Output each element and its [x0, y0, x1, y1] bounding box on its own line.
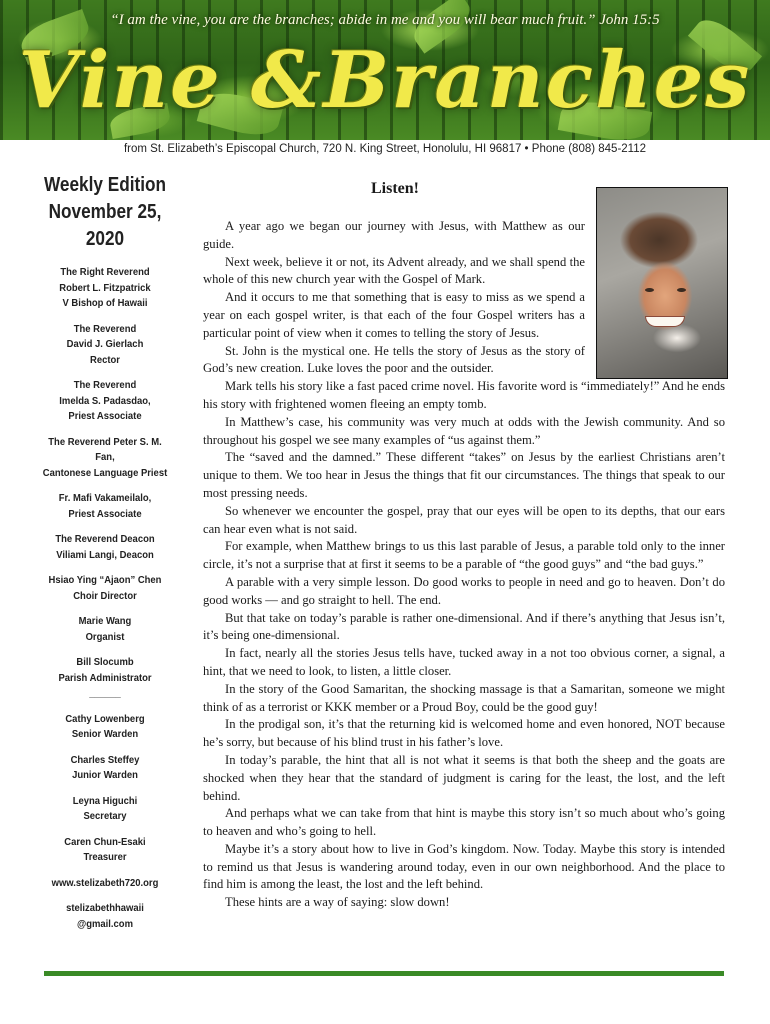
staff-line: David J. Gierlach	[66, 338, 144, 350]
staff-line: The Reverend	[73, 379, 137, 391]
staff-line: Cantonese Language Priest	[42, 466, 168, 479]
staff-entry	[38, 876, 173, 892]
staff-entry	[38, 322, 173, 369]
article-paragraph: Mark tells his story like a fast paced crime novel. His favorite word is “immediately!” And he ends his story with frightened women fleeing an empty tomb.	[203, 379, 725, 411]
staff-entry	[38, 265, 173, 312]
staff-line: Choir Director	[73, 589, 137, 602]
staff-directory	[38, 265, 173, 932]
article-paragraph: St. John is the mystical one. He tells the story of Jesus as the story of God’s new creation. Luke loves the poor and the outsider.	[203, 343, 585, 376]
staff-line: Secretary	[83, 810, 127, 822]
staff-line: Priest Associate	[68, 507, 142, 520]
staff-line: Senior Warden	[71, 728, 139, 740]
article-paragraph: These hints are a way of saying: slow down!	[225, 895, 450, 910]
staff-line: Imelda S. Padasdao,	[59, 394, 151, 407]
staff-line: Organist	[85, 630, 125, 643]
staff-line: Viliami Langi, Deacon	[56, 548, 154, 561]
staff-line: Treasurer	[83, 851, 127, 863]
staff-line: Junior Warden	[72, 769, 138, 781]
staff-line: The Right Reverend	[60, 266, 150, 278]
staff-line: The Reverend Peter S. M. Fan,	[48, 435, 162, 463]
article-paragraph: And perhaps what we can take from that hint is maybe this story isn’t so much about who’s going to heaven and who’s going to hell.	[203, 806, 725, 839]
staff-line: Parish Administrator	[58, 671, 152, 684]
staff-line: www.stelizabeth720.org	[51, 876, 159, 889]
staff-line: V Bishop of Hawaii	[62, 297, 148, 309]
staff-entry	[38, 378, 173, 425]
article-paragraph: In the story of the Good Samaritan, the shocking massage is that a Samaritan, someone we might think of as a terrorist or KKK member or a Proud Boy, could be the good guy!	[203, 681, 725, 714]
article-body	[203, 218, 725, 912]
staff-entry	[38, 614, 173, 645]
footer-rule	[44, 971, 724, 976]
article-paragraph: A year ago we began our journey with Jesus, with Matthew as our guide.	[203, 219, 585, 251]
staff-entry	[38, 712, 173, 743]
article-paragraph: And it occurs to me that something that is easy to miss as we spend a year on each gospel writer, is that each of the four Gospel writers has a particular point of view when it comes to telling the story of Jesus.	[203, 290, 585, 340]
staff-entry	[38, 835, 173, 866]
edition-label: Weekly Edition	[43, 174, 167, 196]
staff-line: The Reverend Deacon	[55, 533, 155, 545]
article-paragraph: In the prodigal son, it’s that the returning kid is welcomed home and even honored, NOT because he’s sorry, but because of his blind trust in his father’s love.	[203, 717, 725, 750]
article-paragraph: In fact, nearly all the stories Jesus tells have, tucked away in a not too obvious corner, a signal, a hint, that we need to look, to listen, a little closer.	[203, 646, 725, 678]
article-paragraph: Next week, believe it or not, its Advent already, and we shall spend the whole of this new church year with the Gospel of Mark.	[203, 254, 585, 287]
article-paragraph: In Matthew’s case, his community was very much at odds with the Jewish community. And so throughout his gospel we see many examples of “us against them.”	[203, 414, 725, 447]
staff-entry	[38, 655, 173, 702]
staff-entry	[38, 573, 173, 604]
staff-line: Rector	[90, 353, 120, 366]
staff-line: ______	[89, 687, 121, 699]
scripture-quote: “I am the vine, you are the branches; abide in me and you will bear much fruit.” John 15:5	[110, 12, 660, 28]
article-paragraph: So whenever we encounter the gospel, pray that our eyes will be open to its depths, that our ears can hear even what is not said.	[203, 503, 725, 536]
staff-entry	[38, 901, 173, 932]
article-paragraph: The “saved and the damned.” These different “takes” on Jesus by the earliest Christians aren’t unique to them. We too hear in Jesus the things that fit our circumstances. The things that speak to our most pressing needs.	[203, 450, 725, 500]
article-title: Listen!	[371, 180, 419, 197]
newsletter-title: Vine &Branches	[18, 35, 752, 126]
sidebar	[30, 172, 180, 942]
staff-line: Robert L. Fitzpatrick	[59, 281, 151, 294]
staff-line: Marie Wang	[78, 615, 132, 627]
staff-line: Charles Steffey	[70, 753, 140, 766]
article-paragraph: In today’s parable, the hint that all is not what it seems is that both the sheep and the goats are shocked when they hear that the standard of judgment is caring for the least, the lost, and the left behind.	[203, 752, 725, 803]
staff-line: Cathy Lowenberg	[65, 712, 145, 725]
article-paragraph: A parable with a very simple lesson. Do good works to people in need and go to heaven. Don’t do good works — and go straight to hell. The end.	[203, 574, 725, 607]
staff-entry	[38, 753, 173, 784]
staff-line: Bill Slocumb	[76, 656, 134, 668]
staff-line: Hsiao Ying “Ajaon” Chen	[48, 574, 162, 586]
staff-line: stelizabethhawaii	[66, 902, 144, 914]
edition-year: 2020	[85, 228, 125, 250]
staff-line: Priest Associate	[68, 410, 142, 422]
masthead-banner	[0, 0, 770, 140]
staff-line: Caren Chun-Esaki	[64, 835, 146, 848]
staff-entry	[38, 491, 173, 522]
staff-line: Fr. Mafi Vakameilalo,	[58, 492, 152, 504]
staff-entry	[38, 532, 173, 563]
staff-entry	[38, 435, 173, 482]
edition-date-line: November 25,	[48, 201, 162, 223]
article-paragraph: Maybe it’s a story about how to live in God’s kingdom. Now. Today. Maybe this story is intended to remind us that Jesus is wandering around today, even in our own neighborhood. And the place to find him is among the least, the lost and the left behind.	[203, 841, 725, 892]
staff-line: Leyna Higuchi	[72, 794, 138, 807]
staff-line: The Reverend	[73, 322, 137, 335]
edition-date	[41, 172, 170, 253]
article-paragraph: For example, when Matthew brings to us this last parable of Jesus, a parable told only to the inner circle, it’s not a surprise that at first it seems to be a parable of “the good guys” and “the bad guys.”	[203, 539, 725, 572]
article-paragraph: But that take on today’s parable is rather one-dimensional. And if there’s anything that Jesus isn’t, it’s being one-dimensional.	[203, 610, 725, 643]
staff-line: @gmail.com	[77, 917, 133, 930]
church-address: from St. Elizabeth’s Episcopal Church, 720 N. King Street, Honolulu, HI 96817 • Phone (808) 845-2112	[123, 143, 647, 155]
staff-entry	[38, 794, 173, 825]
